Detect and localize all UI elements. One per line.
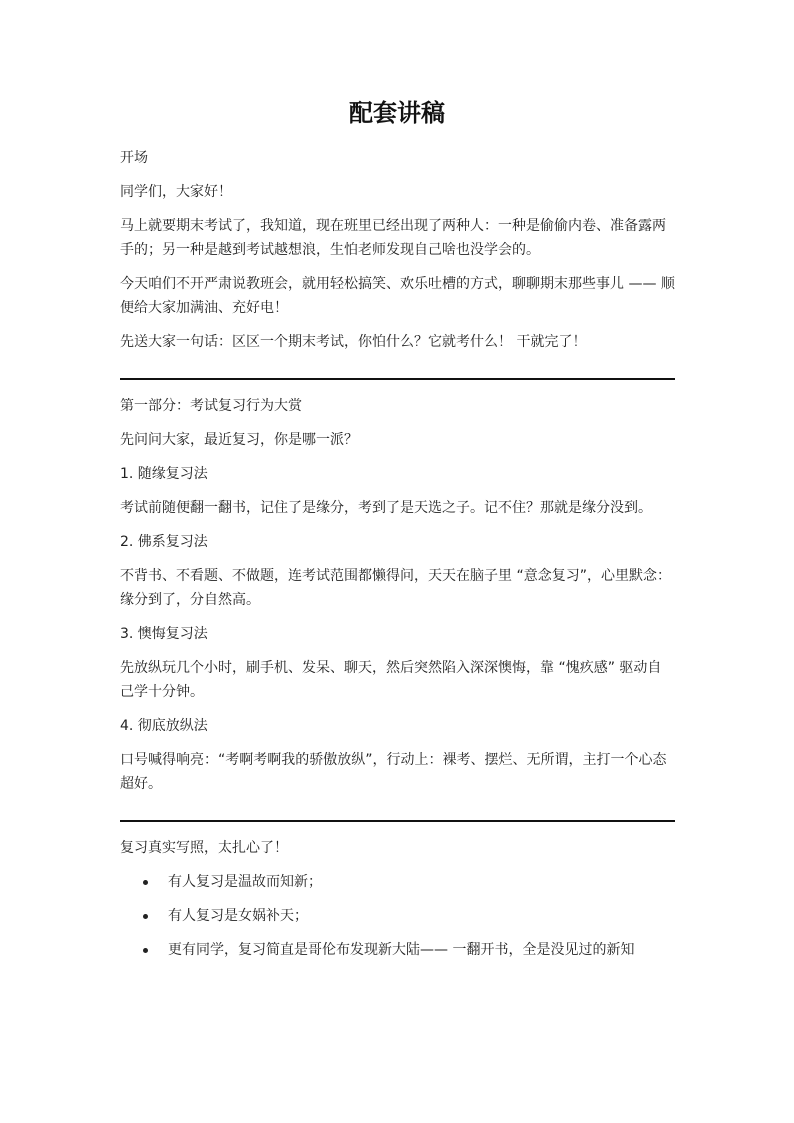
bullet-icon (143, 880, 148, 885)
list-item (120, 938, 675, 962)
part1-question: 先问问大家，最近复习，你是哪一派？ (120, 432, 358, 448)
bullet-icon (143, 914, 148, 919)
list-item-text: 有人复习是女娲补天； (168, 908, 308, 924)
section-divider (120, 820, 675, 822)
list-item (120, 904, 675, 928)
bullet-icon (143, 948, 148, 953)
part2-heading: 复习真实写照，太扎心了！ (120, 840, 288, 856)
intro-paragraph: 马上就要期末考试了，我知道，现在班里已经出现了两种人：一种是偷偷内卷、准备露两手的；另一种是越到考试越想浪，生怕老师发现自己啥也没学会的。 (120, 218, 666, 258)
method-title: 3. 懊悔复习法 (120, 626, 208, 642)
section-divider (120, 378, 675, 380)
list-item-text: 更有同学，复习简直是哥伦布发现新大陆—— 一翻开书，全是没见过的新知 (168, 942, 635, 958)
document-body (120, 146, 675, 972)
method-title: 4. 彻底放纵法 (120, 718, 208, 734)
method-title: 2. 佛系复习法 (120, 534, 208, 550)
intro-paragraph: 今天咱们不开严肃说教班会，就用轻松搞笑、欢乐吐槽的方式，聊聊期末那些事儿 —— 顺便给大家加满油、充好电！ (120, 276, 675, 316)
intro-heading: 开场 (120, 150, 148, 166)
method-description: 口号喊得响亮：“考啊考啊我的骄傲放纵”，行动上：裸考、摆烂、无所谓，主打一个心态超好。 (120, 752, 667, 792)
intro-paragraph: 同学们，大家好！ (120, 184, 232, 200)
part1-heading: 第一部分：考试复习行为大赏 (120, 398, 302, 414)
intro-paragraph: 先送大家一句话：区区一个期末考试，你怕什么？它就考什么！ 干就完了！ (120, 334, 587, 350)
page-title: 配套讲稿 (349, 99, 445, 127)
method-description: 不背书、不看题、不做题，连考试范围都懒得问，天天在脑子里 “意念复习”，心里默念：缘分到了，分自然高。 (120, 568, 671, 608)
list-item-text: 有人复习是温故而知新； (168, 874, 322, 890)
bullet-list (120, 870, 675, 962)
method-description: 先放纵玩几个小时，刷手机、发呆、聊天，然后突然陷入深深懊悔，靠 “愧疚感” 驱动自己学十分钟。 (120, 660, 662, 700)
list-item (120, 870, 675, 894)
method-title: 1. 随缘复习法 (120, 466, 208, 482)
method-description: 考试前随便翻一翻书，记住了是缘分，考到了是天选之子。记不住？那就是缘分没到。 (120, 500, 652, 516)
